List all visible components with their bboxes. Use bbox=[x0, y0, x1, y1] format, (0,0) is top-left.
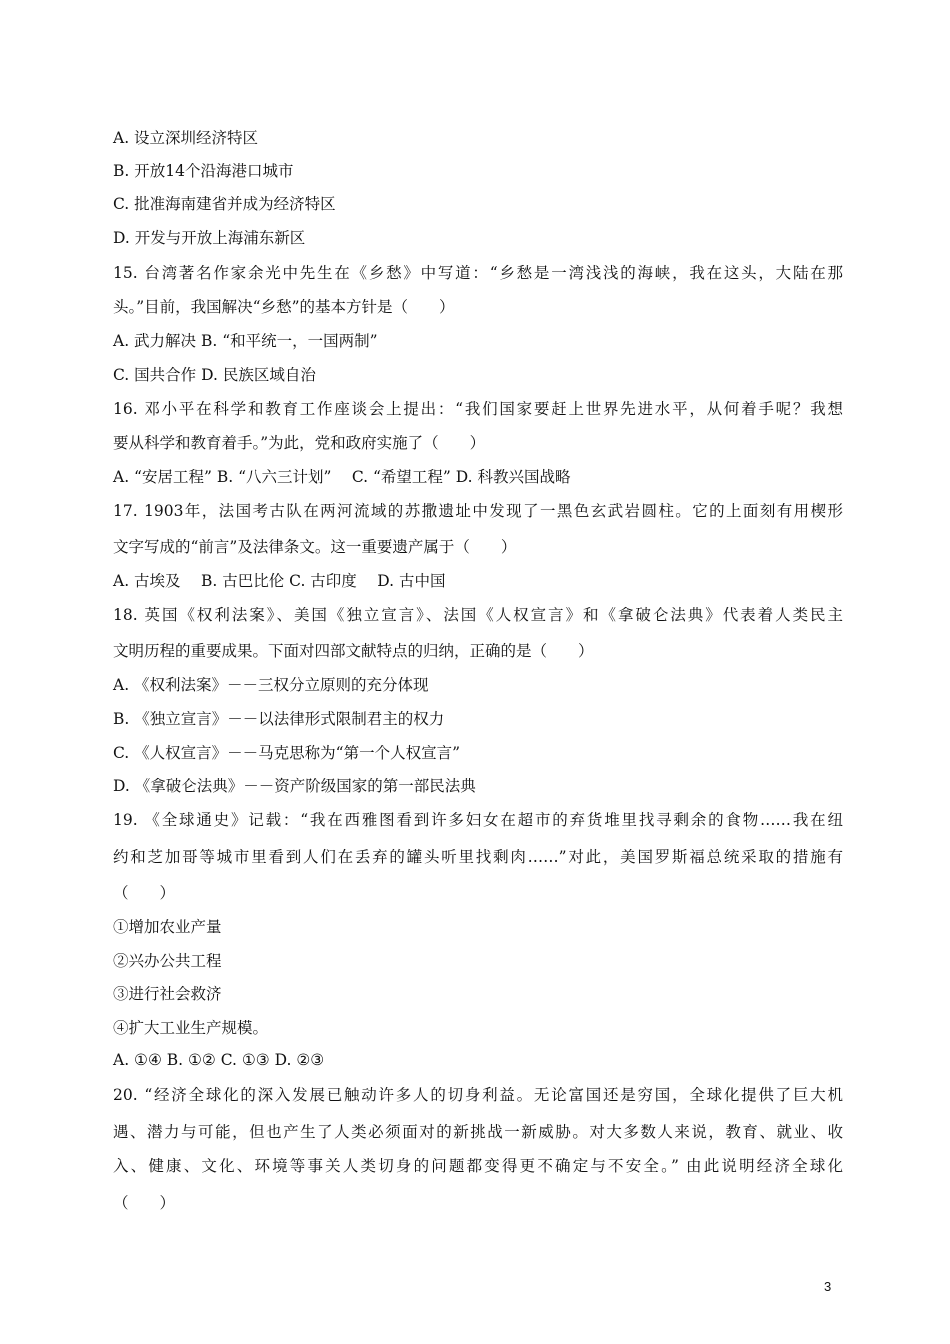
question-20-text: 入、健康、文化、环境等事关人类切身的问题都变得更不确定与不安全。” 由此说明经济全球化 bbox=[113, 1157, 843, 1175]
statement-item: ③进行社会救济 bbox=[113, 985, 222, 1003]
option-line: C. 《人权宣言》－－马克思称为“第一个人权宣言” bbox=[113, 744, 461, 762]
option-line: A. “安居工程” B. “八六三计划” C. “希望工程” D. 科教兴国战略 bbox=[113, 468, 571, 486]
question-17-text: 文字写成的“前言”及法律条文。这一重要遗产属于（ ） bbox=[113, 538, 517, 556]
option-line: A. 《权利法案》－－三权分立原则的充分体现 bbox=[113, 676, 429, 694]
page-number: 3 bbox=[824, 1279, 832, 1294]
statement-item: ①增加农业产量 bbox=[113, 918, 222, 936]
statement-item: ②兴办公共工程 bbox=[113, 952, 222, 970]
option-line: C. 国共合作 D. 民族区域自治 bbox=[113, 366, 316, 384]
question-20-text: 遇、潜力与可能，但也产生了人类必须面对的新挑战一新威胁。对大多数人来说，教育、就业、收 bbox=[113, 1123, 843, 1141]
option-line: A. 古埃及 B. 古巴比伦 C. 古印度 D. 古中国 bbox=[113, 572, 446, 590]
option-line: A. 设立深圳经济特区 bbox=[113, 129, 259, 147]
option-line: B. 《独立宣言》－－以法律形式限制君主的权力 bbox=[113, 710, 445, 728]
question-15-text: 15. 台湾著名作家余光中先生在《乡愁》中写道：“乡愁是一湾浅浅的海峡，我在这头，大陆在那 bbox=[113, 264, 843, 282]
option-line: D. 开发与开放上海浦东新区 bbox=[113, 229, 306, 247]
question-16-text: 要从科学和教育着手。”为此，党和政府实施了（ ） bbox=[113, 434, 486, 452]
option-line: A. ①④ B. ①② C. ①③ D. ②③ bbox=[113, 1051, 325, 1069]
option-line: A. 武力解决 B. “和平统一，一国两制” bbox=[113, 332, 378, 350]
question-19-text: 约和芝加哥等城市里看到人们在丢弃的罐头听里找剩肉……”对此，美国罗斯福总统采取的措施有 bbox=[113, 848, 843, 866]
question-18-text: 文明历程的重要成果。下面对四部文献特点的归纳，正确的是（ ） bbox=[113, 642, 594, 660]
question-18-text: 18. 英国《权利法案》、美国《独立宣言》、法国《人权宣言》和《拿破仑法典》代表着人类民主 bbox=[113, 606, 843, 624]
answer-blank: （ ） bbox=[113, 1194, 176, 1212]
option-line: D. 《拿破仑法典》－－资产阶级国家的第一部民法典 bbox=[113, 777, 476, 795]
question-15-text: 头。”目前，我国解决“乡愁”的基本方针是（ ） bbox=[113, 298, 455, 316]
answer-blank: （ ） bbox=[113, 884, 176, 902]
question-20-text: 20. “经济全球化的深入发展已触动许多人的切身利益。无论富国还是穷国，全球化提供了巨大机 bbox=[113, 1086, 843, 1104]
statement-item: ④扩大工业生产规模。 bbox=[113, 1019, 269, 1037]
option-line: C. 批准海南建省并成为经济特区 bbox=[113, 195, 336, 213]
question-19-text: 19. 《全球通史》记载：“我在西雅图看到许多妇女在超市的弃货堆里找寻剩余的食物……我在纽 bbox=[113, 811, 843, 829]
option-line: B. 开放14个沿海港口城市 bbox=[113, 162, 294, 180]
question-16-text: 16. 邓小平在科学和教育工作座谈会上提出：“我们国家要赶上世界先进水平，从何着手呢？我想 bbox=[113, 400, 843, 418]
question-17-text: 17. 1903年，法国考古队在两河流域的苏撒遗址中发现了一黑色玄武岩圆柱。它的上面刻有用楔形 bbox=[113, 502, 843, 520]
